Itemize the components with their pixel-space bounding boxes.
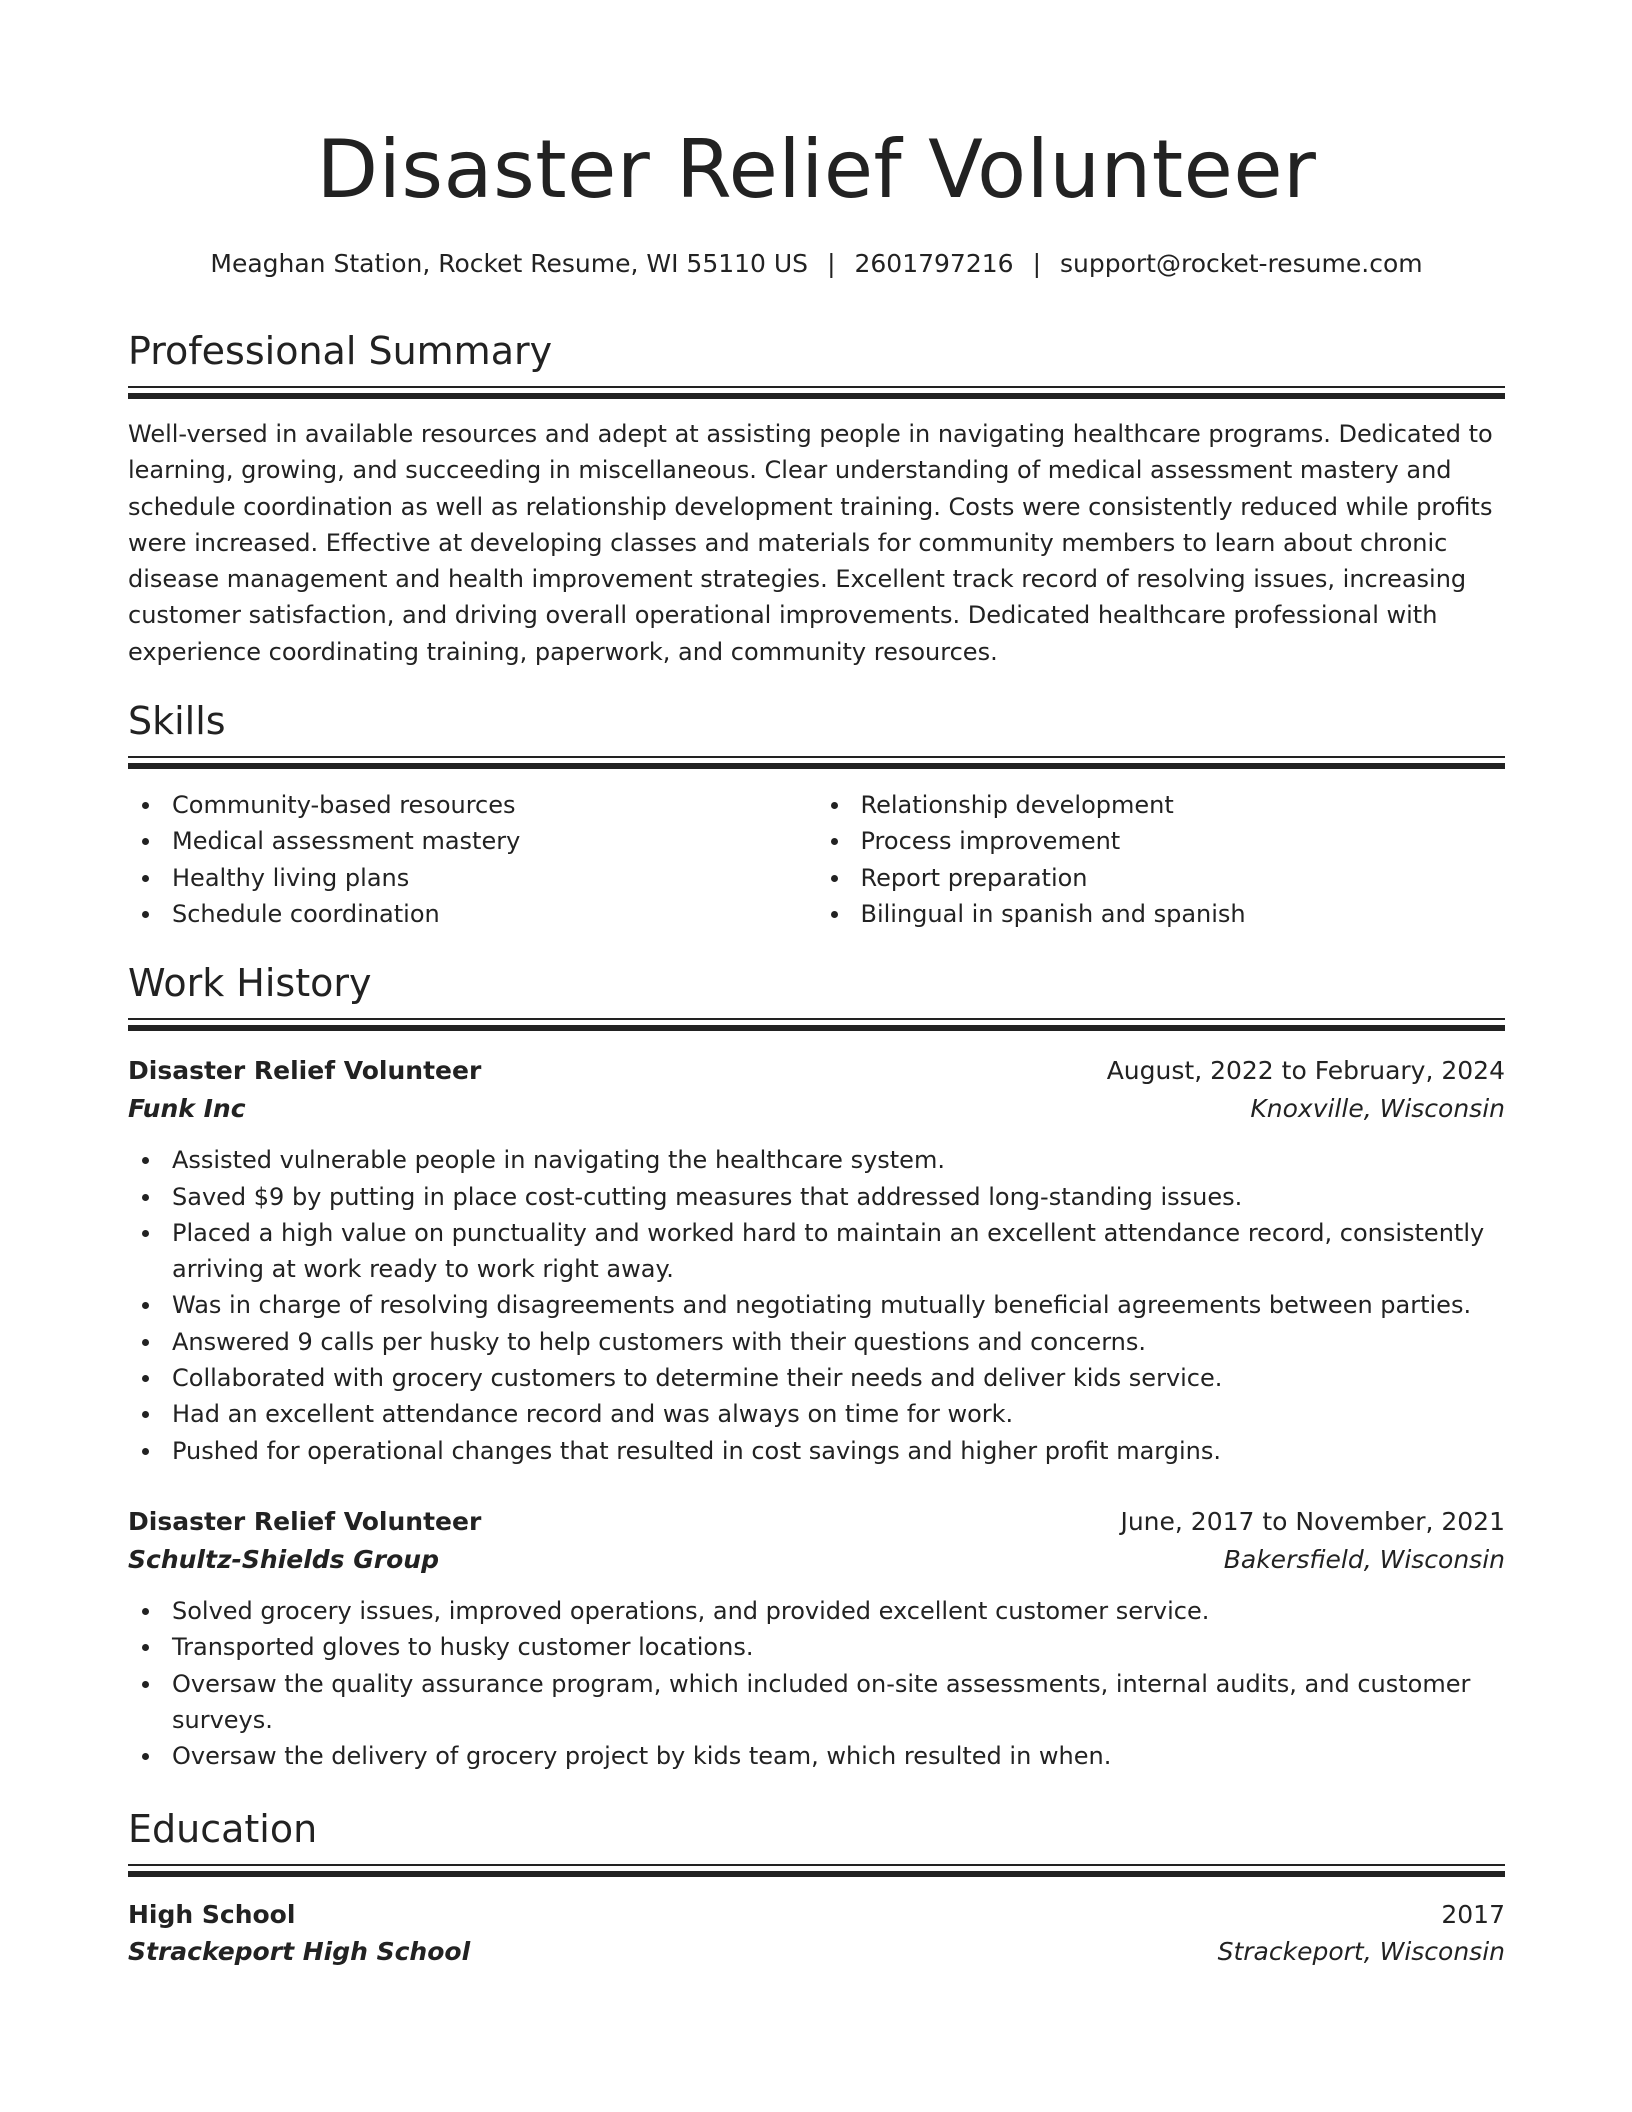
job-dates: August, 2022 to February, 2024	[1106, 1056, 1505, 1086]
responsibility-item: Answered 9 calls per husky to help customers with their questions and concerns.	[128, 1324, 1505, 1360]
responsibility-item: Oversaw the quality assurance program, which included on-site assessments, internal audits, and customer surveys.	[128, 1666, 1505, 1739]
education-degree: High School	[128, 1900, 296, 1930]
education-entry	[128, 1896, 1505, 1971]
skills-column-left	[128, 787, 817, 932]
contact-email: support@rocket-resume.com	[1060, 249, 1423, 278]
summary-text: Well-versed in available resources and adept at assisting people in navigating healthcare programs. Dedicated to learning, growing, and succeeding in miscellaneous. Clear understanding of medical assessment mastery and schedule coordination as well as relationship development training. Costs were consistently reduced while profits were increased. Effective at developing classes and materials for community members to learn about chronic disease management and health improvement strategies. Excellent track record of resolving issues, increasing customer satisfaction, and driving overall operational improvements. Dedicated healthcare professional with experience coordinating training, paperwork, and community resources.	[128, 420, 1493, 666]
job-company-row	[128, 1090, 1505, 1128]
education-year: 2017	[1441, 1900, 1505, 1930]
responsibility-item: Placed a high value on punctuality and worked hard to maintain an excellent attendance record, consistently arriving at work ready to work right away.	[128, 1215, 1505, 1288]
responsibility-item: Pushed for operational changes that resulted in cost savings and higher profit margins.	[128, 1433, 1505, 1469]
section-heading: Professional Summary	[128, 329, 553, 373]
job-header-row	[128, 1503, 1505, 1541]
job-responsibilities	[128, 1593, 1505, 1774]
contact-phone: 2601797216	[854, 249, 1014, 278]
skills-grid	[128, 787, 1505, 932]
responsibility-item: Was in charge of resolving disagreements and negotiating mutually beneficial agreements between parties.	[128, 1287, 1505, 1323]
job-company: Funk Inc	[128, 1094, 246, 1124]
education-header-row	[128, 1896, 1505, 1934]
education-location: Strackeport, Wisconsin	[1217, 1937, 1505, 1967]
skill-item: Process improvement	[817, 823, 1506, 859]
skill-item: Medical assessment mastery	[128, 823, 817, 859]
job-dates: June, 2017 to November, 2021	[1120, 1506, 1505, 1536]
skill-item: Schedule coordination	[128, 896, 817, 932]
job-location: Knoxville, Wisconsin	[1250, 1094, 1505, 1124]
responsibility-item: Transported gloves to husky customer locations.	[128, 1629, 1505, 1665]
section-heading: Education	[128, 1807, 318, 1852]
skill-item: Bilingual in spanish and spanish	[817, 896, 1506, 932]
education-school-row	[128, 1933, 1505, 1971]
job-responsibilities	[128, 1142, 1505, 1469]
job-company: Schultz-Shields Group	[128, 1544, 439, 1574]
skill-item: Healthy living plans	[128, 860, 817, 896]
skill-item: Report preparation	[817, 860, 1506, 896]
contact-address: Meaghan Station, Rocket Resume, WI 55110 US	[210, 249, 809, 278]
job-header-row	[128, 1052, 1505, 1090]
job-title: Disaster Relief Volunteer	[128, 1056, 482, 1086]
contact-separator: |	[827, 249, 836, 278]
responsibility-item: Oversaw the delivery of grocery project by kids team, which resulted in when.	[128, 1738, 1505, 1774]
education-section	[128, 1806, 1505, 1971]
section-divider	[128, 756, 1505, 770]
skill-item: Relationship development	[817, 787, 1506, 823]
responsibility-item: Solved grocery issues, improved operations, and provided excellent customer service.	[128, 1593, 1505, 1629]
section-heading: Skills	[128, 699, 226, 744]
job-entry	[128, 1503, 1505, 1774]
section-divider	[128, 1018, 1505, 1032]
skills-section	[128, 698, 1505, 932]
job-entry	[128, 1052, 1505, 1469]
job-company-row	[128, 1541, 1505, 1579]
skills-column-right	[817, 787, 1506, 932]
job-title: Disaster Relief Volunteer	[128, 1506, 482, 1536]
responsibility-item: Collaborated with grocery customers to determine their needs and deliver kids service.	[128, 1360, 1505, 1396]
contact-separator: |	[1032, 249, 1041, 278]
section-divider	[128, 1864, 1505, 1878]
responsibility-item: Assisted vulnerable people in navigating the healthcare system.	[128, 1142, 1505, 1178]
work-history-section	[128, 960, 1505, 1774]
responsibility-item: Saved $9 by putting in place cost-cutting measures that addressed long-standing issues.	[128, 1179, 1505, 1215]
job-location: Bakersfield, Wisconsin	[1223, 1544, 1505, 1574]
resume-title: Disaster Relief Volunteer	[316, 123, 1317, 216]
professional-summary-section	[128, 328, 1505, 670]
education-school: Strackeport High School	[128, 1937, 471, 1967]
skill-item: Community-based resources	[128, 787, 817, 823]
section-heading: Work History	[128, 961, 372, 1006]
contact-line	[128, 246, 1505, 282]
section-divider	[128, 386, 1505, 400]
responsibility-item: Had an excellent attendance record and was always on time for work.	[128, 1396, 1505, 1432]
